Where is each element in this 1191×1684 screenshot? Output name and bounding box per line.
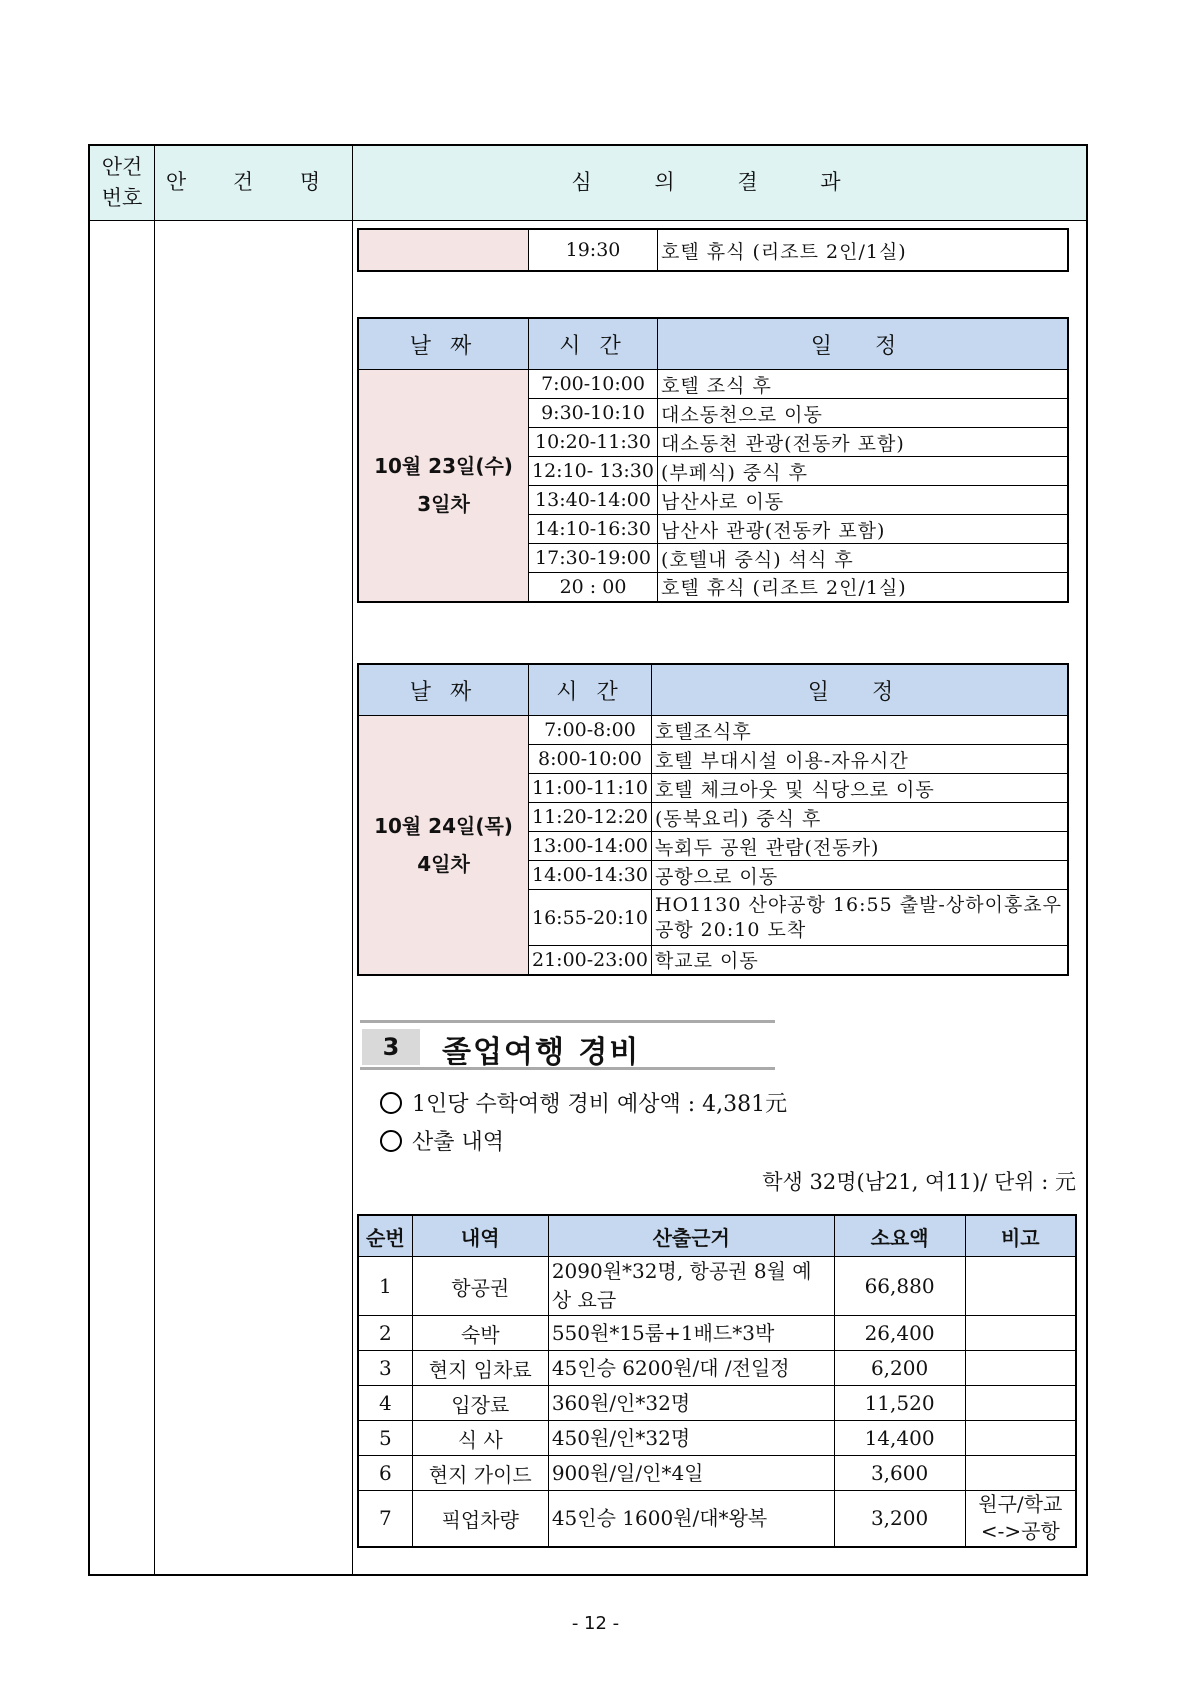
section-title: 졸업여행 경비 (442, 1035, 641, 1070)
cost-header-no: 순번 (358, 1215, 412, 1257)
cost-header-item: 내역 (412, 1215, 548, 1257)
review-result-header: 심 의 결 과 (571, 170, 869, 195)
cost-amount: 3,600 (834, 1456, 965, 1491)
table-row (358, 1491, 1076, 1547)
agenda-number-header: 안건 번호 (101, 155, 143, 210)
cost-item: 픽업차량 (412, 1491, 548, 1547)
cost-no: 1 (358, 1257, 412, 1316)
cost-note (965, 1456, 1076, 1491)
cost-no: 2 (358, 1316, 412, 1351)
day4-day-count: 4일차 (417, 851, 470, 876)
cost-item: 현지 가이드 (412, 1456, 548, 1491)
plan-cell: 호텔 체크아웃 및 식당으로 이동 (651, 774, 1068, 803)
plan-cell: 호텔 조식 후 (658, 370, 1069, 399)
time-cell: 13:40-14:00 (529, 486, 658, 515)
page-number: - 12 - (571, 1613, 620, 1634)
plan-cell: (부페식) 중식 후 (658, 457, 1069, 486)
cost-header-basis: 산출근거 (548, 1215, 834, 1257)
cost-note (965, 1257, 1076, 1316)
plan-header: 일 정 (658, 318, 1069, 370)
time-cell: 21:00-23:00 (529, 946, 652, 975)
plan-cell: 학교로 이동 (651, 946, 1068, 975)
cost-no: 6 (358, 1456, 412, 1491)
plan-cell: 남산사 관광(전동카 포함) (658, 515, 1069, 544)
cost-basis: 2090원*32명, 항공권 8월 예상 요금 (548, 1257, 834, 1316)
table-row (358, 1386, 1076, 1421)
bullet-item (380, 1087, 787, 1118)
cost-basis: 900원/일/인*4일 (548, 1456, 834, 1491)
cost-no: 5 (358, 1421, 412, 1456)
plan-cell: 대소동천 관광(전동카 포함) (658, 428, 1069, 457)
bullet-text: 산출 내역 (412, 1130, 505, 1155)
plan-cell: 호텔 휴식 (리조트 2인/1실) (658, 229, 1069, 271)
plan-cell: HO1130 산야공항 16:55 출발-상하이홍쵸우공항 20:10 도착 (651, 890, 1068, 946)
cost-note (965, 1316, 1076, 1351)
plan-cell: 호텔 휴식 (리조트 2인/1실) (658, 573, 1069, 602)
cost-amount: 26,400 (834, 1316, 965, 1351)
unit-note: 학생 32명(남21, 여11)/ 단위 : 元 (762, 1170, 1076, 1194)
bullet-item (380, 1125, 504, 1156)
plan-cell: 공항으로 이동 (651, 861, 1068, 890)
cost-basis: 360원/인*32명 (548, 1386, 834, 1421)
day4-date: 10월 24일(목) (374, 813, 513, 838)
time-cell: 9:30-10:10 (529, 399, 658, 428)
plan-cell: 호텔 부대시설 이용-자유시간 (651, 745, 1068, 774)
time-cell: 14:00-14:30 (529, 861, 652, 890)
table-row (358, 1421, 1076, 1456)
cost-no: 3 (358, 1351, 412, 1386)
time-cell: 11:00-11:10 (529, 774, 652, 803)
cost-amount: 66,880 (834, 1257, 965, 1316)
time-cell: 7:00-8:00 (529, 716, 652, 745)
cost-amount: 11,520 (834, 1386, 965, 1421)
cost-note (965, 1386, 1076, 1421)
table-row (358, 1257, 1076, 1316)
time-cell: 16:55-20:10 (529, 890, 652, 946)
cost-basis: 450원/인*32명 (548, 1421, 834, 1456)
time-cell: 7:00-10:00 (529, 370, 658, 399)
cost-item: 현지 임차료 (412, 1351, 548, 1386)
agenda-title-header: 안 건 명 (165, 170, 341, 195)
schedule-continuation-table (357, 228, 1069, 272)
cost-note: 원구/학교<->공항 (965, 1491, 1076, 1547)
plan-cell: 대소동천으로 이동 (658, 399, 1069, 428)
cost-item: 식 사 (412, 1421, 548, 1456)
time-cell: 20 : 00 (529, 573, 658, 602)
cost-item: 입장료 (412, 1386, 548, 1421)
date-header: 날 짜 (358, 664, 529, 716)
date-header: 날 짜 (358, 318, 529, 370)
table-row (358, 1456, 1076, 1491)
day3-schedule-table (357, 317, 1069, 603)
cost-basis: 45인승 6200원/대 /전일정 (548, 1351, 834, 1386)
time-header: 시 간 (529, 318, 658, 370)
cost-basis: 45인승 1600원/대*왕복 (548, 1491, 834, 1547)
cost-amount: 3,200 (834, 1491, 965, 1547)
bullet-text: 1인당 수학여행 경비 예상액 : 4,381元 (412, 1092, 788, 1117)
circle-bullet-icon (380, 1092, 402, 1114)
section-number: 3 (362, 1029, 420, 1065)
time-cell: 19:30 (529, 229, 658, 271)
time-header: 시 간 (529, 664, 652, 716)
date-cell (358, 229, 529, 271)
plan-header: 일 정 (651, 664, 1068, 716)
day3-date: 10월 23일(수) (374, 454, 513, 479)
cost-header-note: 비고 (965, 1215, 1076, 1257)
cost-table (357, 1214, 1077, 1548)
time-cell: 8:00-10:00 (529, 745, 652, 774)
time-cell: 12:10- 13:30 (529, 457, 658, 486)
day4-date-cell (358, 716, 529, 975)
circle-bullet-icon (380, 1130, 402, 1152)
cost-amount: 14,400 (834, 1421, 965, 1456)
cost-basis: 550원*15룸+1배드*3박 (548, 1316, 834, 1351)
plan-cell: (호텔내 중식) 석식 후 (658, 544, 1069, 573)
time-cell: 13:00-14:00 (529, 832, 652, 861)
agenda-header-row (90, 146, 1086, 221)
time-cell: 10:20-11:30 (529, 428, 658, 457)
table-row (358, 1316, 1076, 1351)
plan-cell: (동북요리) 중식 후 (651, 803, 1068, 832)
day3-date-cell (358, 370, 529, 602)
cost-no: 7 (358, 1491, 412, 1547)
column-divider (352, 146, 353, 1574)
cost-note (965, 1421, 1076, 1456)
cost-amount: 6,200 (834, 1351, 965, 1386)
section-heading (360, 1020, 775, 1070)
cost-no: 4 (358, 1386, 412, 1421)
table-row (358, 1351, 1076, 1386)
cost-header-amount: 소요액 (834, 1215, 965, 1257)
time-cell: 14:10-16:30 (529, 515, 658, 544)
plan-cell: 남산사로 이동 (658, 486, 1069, 515)
cost-note (965, 1351, 1076, 1386)
cost-item: 항공권 (412, 1257, 548, 1316)
time-cell: 17:30-19:00 (529, 544, 658, 573)
day4-schedule-table (357, 663, 1069, 976)
plan-cell: 녹회두 공원 관람(전동카) (651, 832, 1068, 861)
time-cell: 11:20-12:20 (529, 803, 652, 832)
column-divider (154, 146, 155, 1574)
plan-cell: 호텔조식후 (651, 716, 1068, 745)
cost-item: 숙박 (412, 1316, 548, 1351)
day3-day-count: 3일차 (417, 492, 470, 517)
